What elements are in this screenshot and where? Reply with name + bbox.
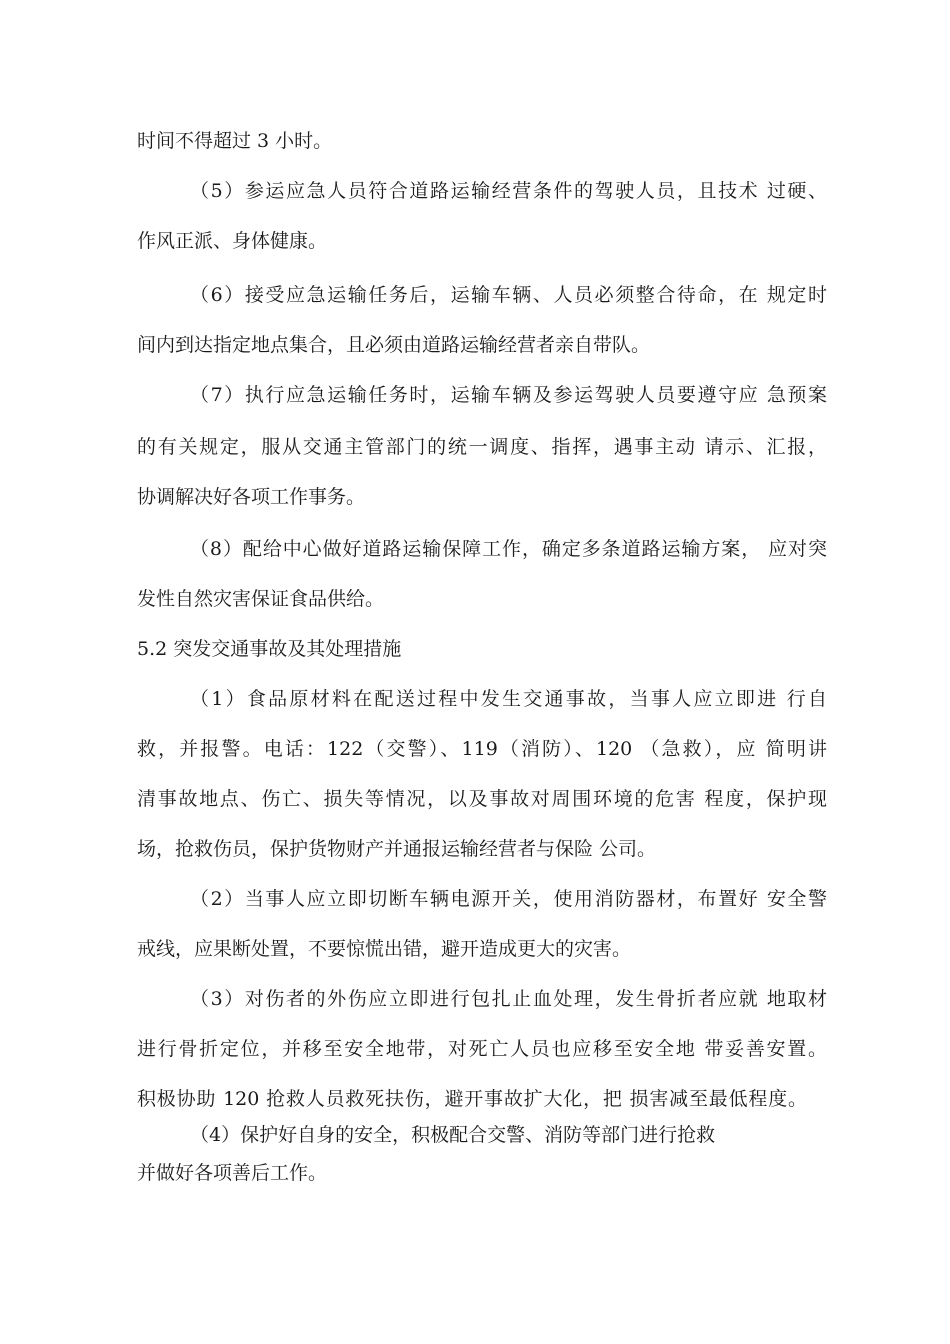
text-line: 积极协助 120 抢救人员救死扶伤，避开事故扩大化，把 损害减至最低程度。 (137, 1088, 807, 1110)
text-line: 清事故地点、伤亡、损失等情况，以及事故对周围环境的危害 程度，保护现 (137, 788, 827, 810)
text-line: （4）保护好自身的安全，积极配合交警、消防等部门进行抢救 (190, 1124, 716, 1146)
text-line: （3）对伤者的外伤应立即进行包扎止血处理，发生骨折者应就 地取材 (190, 988, 827, 1010)
text-line: （2）当事人应立即切断车辆电源开关，使用消防器材，布置好 安全警 (190, 888, 827, 910)
text-line: 的有关规定，服从交通主管部门的统一调度、指挥，遇事主动 请示、汇报， (137, 436, 827, 458)
text-line: （7）执行应急运输任务时，运输车辆及参运驾驶人员要遵守应 急预案 (190, 384, 827, 406)
section-heading: 5.2 突发交通事故及其处理措施 (137, 638, 402, 660)
text-line: （1）食品原材料在配送过程中发生交通事故，当事人应立即进 行自 (190, 688, 827, 710)
text-line: 戒线，应果断处置，不要惊慌出错，避开造成更大的灾害。 (137, 938, 632, 960)
text-line: 救，并报警。电话：122（交警）、119（消防）、120 （急救），应 简明讲 (137, 738, 827, 760)
text-line: 发性自然灾害保证食品供给。 (137, 588, 385, 610)
text-line: 进行骨折定位，并移至安全地带，对死亡人员也应移至安全地 带妥善安置。 (137, 1038, 827, 1060)
text-line: （6）接受应急运输任务后，运输车辆、人员必须整合待命，在 规定时 (190, 284, 827, 306)
text-line: 间内到达指定地点集合，且必须由道路运输经营者亲自带队。 (137, 334, 651, 356)
text-line: （8）配给中心做好道路运输保障工作，确定多条道路运输方案， 应对突 (190, 538, 827, 560)
text-line: 并做好各项善后工作。 (137, 1162, 328, 1184)
text-line: 作风正派、身体健康。 (137, 230, 328, 252)
text-line: 时间不得超过 3 小时。 (137, 130, 333, 152)
text-line: 协调解决好各项工作事务。 (137, 486, 366, 508)
text-line: 场，抢救伤员，保护货物财产并通报运输经营者与保险 公司。 (137, 838, 657, 860)
text-line: （5）参运应急人员符合道路运输经营条件的驾驶人员，且技术 过硬、 (190, 180, 827, 202)
